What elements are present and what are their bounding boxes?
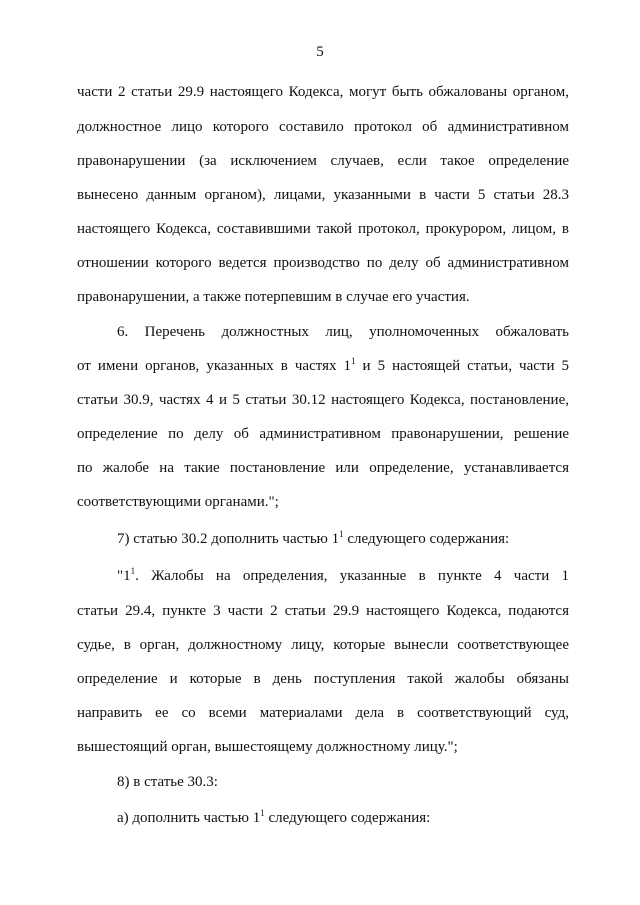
text-span: а) дополнить частью 1 (117, 810, 261, 826)
text-line: соответствующими органами."; (77, 494, 279, 510)
text-line: правонарушении, а также потерпевшим в случае его участия. (77, 289, 470, 305)
text-span: "1 (117, 568, 131, 584)
text-line: должностное лицо которого составило протокол об административном (77, 119, 569, 135)
text-line: судье, в орган, должностному лицу, которые вынесли соответствующее (77, 637, 569, 653)
text-line: части 2 статьи 29.9 настоящего Кодекса, могут быть обжалованы органом, (77, 84, 569, 100)
text-line: направить ее со всеми материалами дела в соответствующий суд, (77, 705, 569, 721)
page-number: 5 (316, 44, 324, 60)
text-line: определение по делу об административном правонарушении, решение (77, 426, 569, 442)
text-span: от имени органов, указанных в частях 1 (77, 358, 352, 374)
text-line (117, 808, 569, 828)
text-line: по жалобе на такие постановление или определение, устанавливается (77, 460, 569, 476)
text-line: настоящего Кодекса, составившими такой протокол, прокурором, лицом, в (77, 221, 569, 237)
superscript: 1 (260, 808, 265, 818)
text-line: 8) в статье 30.3: (117, 774, 218, 790)
text-line: статьи 30.9, частях 4 и 5 статьи 30.12 настоящего Кодекса, постановление, (77, 392, 569, 408)
text-line: 6. Перечень должностных лиц, уполномоченных обжаловать (117, 324, 569, 340)
text-line: определение и которые в день поступления такой жалобы обязаны (77, 671, 569, 687)
superscript: 1 (351, 356, 356, 366)
text-span: . Жалобы на определения, указанные в пункте 4 части 1 (135, 568, 569, 584)
text-line: правонарушении (за исключением случаев, если такое определение (77, 153, 569, 169)
superscript: 1 (130, 566, 136, 576)
text-line: вышестоящий орган, вышестоящему должностному лицу."; (77, 739, 458, 755)
text-span: следующего содержания: (264, 810, 431, 826)
text-line: статьи 29.4, пункте 3 части 2 статьи 29.9 настоящего Кодекса, подаются (77, 603, 569, 619)
superscript: 1 (339, 529, 344, 539)
text-line: вынесено данным органом), лицами, указанными в части 5 статьи 28.3 (77, 187, 569, 203)
text-span: и 5 настоящей статьи, части 5 (355, 358, 569, 374)
text-line (117, 529, 569, 549)
text-line: отношении которого ведется производство по делу об административном (77, 255, 569, 271)
text-line (117, 566, 569, 586)
text-line (77, 356, 569, 376)
text-span: 7) статью 30.2 дополнить частью 1 (117, 531, 340, 547)
text-span: следующего содержания: (343, 531, 510, 547)
